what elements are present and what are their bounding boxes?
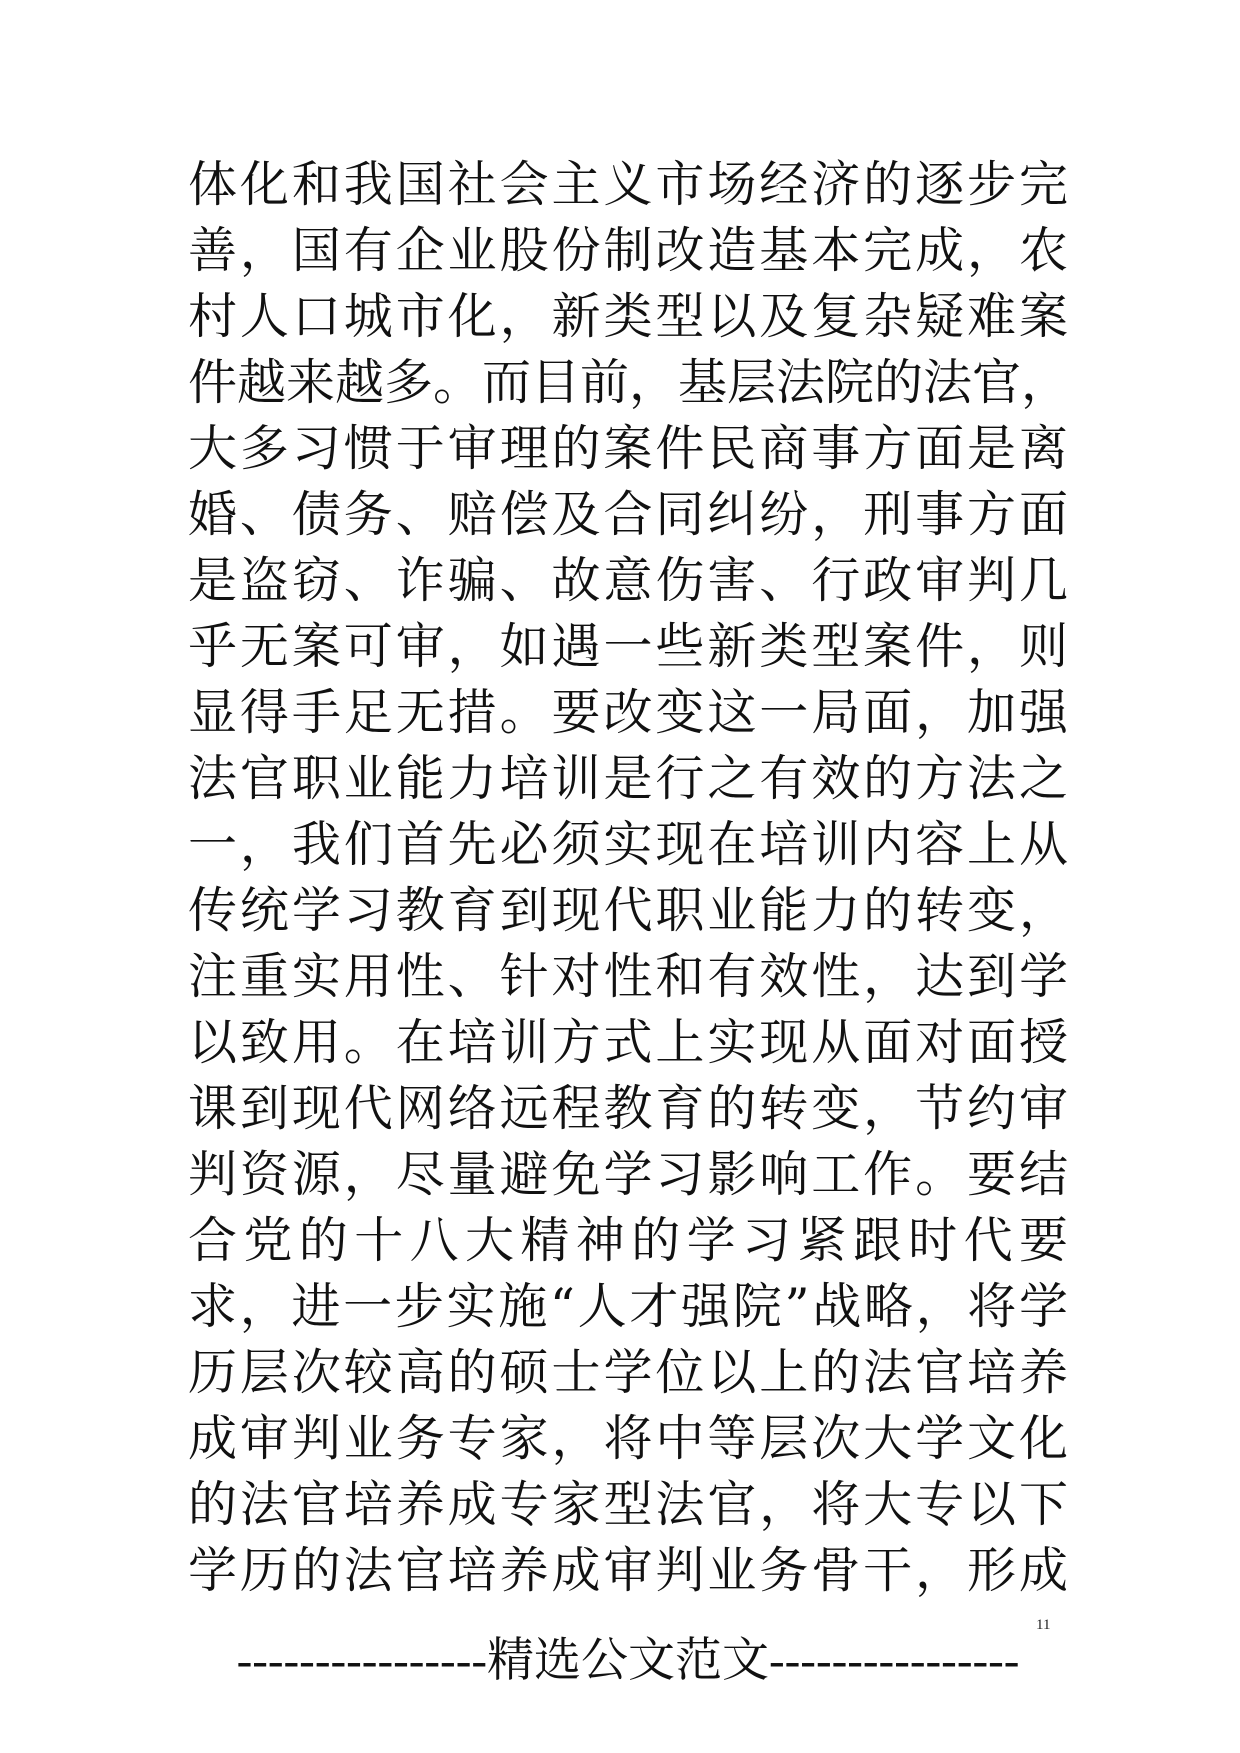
text-line: 一，我们首先必须实现在培训内容上从 [188, 816, 1068, 873]
text-line: 显得手足无措。要改变这一局面，加强 [188, 684, 1068, 741]
text-line: 合党的十八大精神的学习紧跟时代要 [188, 1212, 1068, 1269]
text-line: 以致用。在培训方式上实现从面对面授 [188, 1014, 1068, 1071]
text-line: 传统学习教育到现代职业能力的转变， [188, 882, 1068, 939]
text-line: 成审判业务专家，将中等层次大学文化 [188, 1410, 1068, 1467]
text-line: 求，进一步实施“人才强院”战略，将学 [188, 1278, 1068, 1335]
text-line: 乎无案可审，如遇一些新类型案件，则 [188, 618, 1068, 675]
text-line: 是盗窃、诈骗、故意伤害、行政审判几 [188, 552, 1068, 609]
text-line: 大多习惯于审理的案件民商事方面是离 [188, 420, 1068, 477]
text-line: 法官职业能力培训是行之有效的方法之 [188, 750, 1068, 807]
text-line: 判资源，尽量避免学习影响工作。要结 [188, 1146, 1068, 1203]
text-line: 的法官培养成专家型法官，将大专以下 [188, 1476, 1068, 1533]
page-number: 11 [1036, 1617, 1051, 1633]
text-line: 课到现代网络远程教育的转变，节约审 [188, 1080, 1068, 1137]
text-line: 体化和我国社会主义市场经济的逐步完 [188, 156, 1068, 213]
text-line: 善，国有企业股份制改造基本完成，农 [188, 222, 1068, 279]
text-line: 学历的法官培养成审判业务骨干，形成 [188, 1542, 1068, 1599]
text-line: 婚、债务、赔偿及合同纠纷，刑事方面 [188, 486, 1068, 543]
text-line: 注重实用性、针对性和有效性，达到学 [188, 948, 1068, 1005]
text-line: 村人口城市化，新类型以及复杂疑难案 [188, 288, 1068, 345]
text-line: 件越来越多。而目前，基层法院的法官， [188, 354, 1071, 411]
body-text [188, 152, 1071, 1604]
footer-banner: ----------------精选公文范文---------------- [236, 1635, 1020, 1687]
text-line: 历层次较高的硕士学位以上的法官培养 [188, 1344, 1068, 1401]
